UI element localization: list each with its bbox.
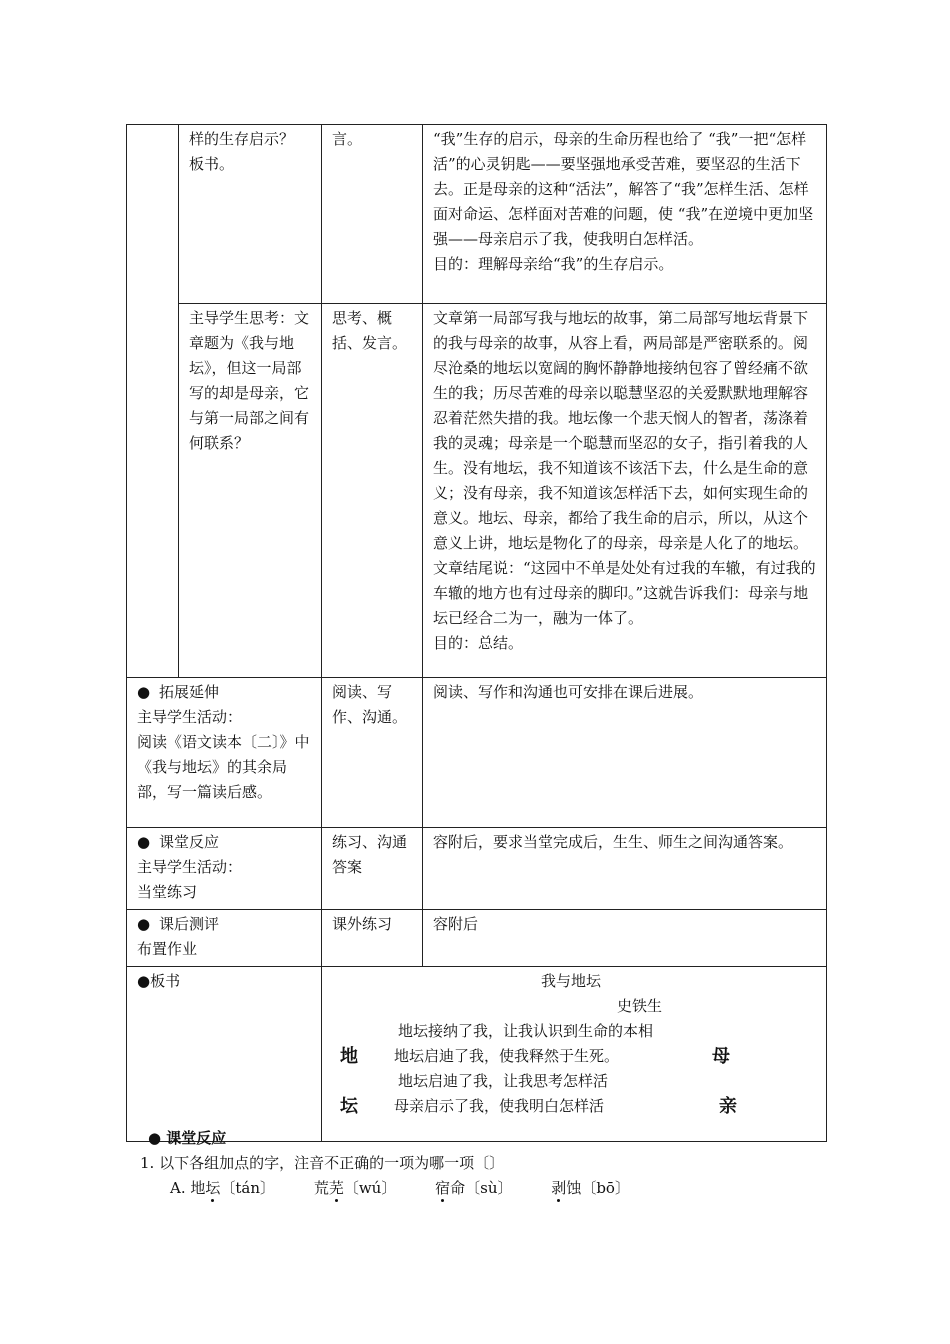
section-title (137, 912, 313, 937)
board-label-cell (127, 967, 322, 1142)
bullet-icon: ● (137, 683, 151, 701)
dotted-char: 宿 (435, 1179, 451, 1197)
content-cell: 阅读、写作和沟通也可安排在课后进展。 (423, 678, 827, 828)
dotted-char: 芜 (328, 1179, 344, 1197)
section-title-text: 课后测评 (159, 915, 220, 933)
board-label: ●板书 (137, 972, 181, 990)
quiz-question: 1. 以下各组加点的字，注音不正确的一项为哪一项〔〕 (140, 1154, 505, 1172)
option-pinyin: 〔wú〕 (343, 1179, 397, 1197)
method-cell: 阅读、写作、沟通。 (322, 678, 423, 828)
option-d (551, 1176, 630, 1201)
dotted-char: 剥 (551, 1179, 567, 1197)
table-row (127, 125, 827, 304)
bullet-icon: ● (137, 833, 151, 851)
table-row (127, 828, 827, 910)
section-title-text: 拓展延伸 (159, 683, 220, 701)
option-pinyin: 〔tán〕 (220, 1179, 276, 1197)
section-cell (127, 910, 322, 967)
activity-cell: 主导学生思考：文章题为《我与地坛》，但这一局部写的却是母亲，它与第一局部之间有何联系？ (179, 304, 322, 678)
content-cell: 文章第一局部写我与地坛的故事，第二局部写地坛背景下的我与母亲的故事，从容上看，两局部是严密联系的。阅尽沧桑的地坛以宽阔的胸怀静静地接纳包容了曾经痛不欲生的我；历尽苦难的母亲以聪慧坚忍的关爱默默地理解容忍着茫然失措的我。地坛像一个悲天悯人的智者，荡涤着我的灵魂；母亲是一个聪慧而坚忍的女子，指引着我的人生。没有地坛，我不知道该不该活下去，什么是生命的意义；没有母亲，我不知道该怎样活下去，如何实现生命的意义。地坛、母亲，都给了我生命的启示，所以，从这个意义上讲，地坛是物化了的母亲，母亲是人化了的地坛。文章结尾说：“这园中不单是处处有过我的车辙，有过我的车辙的地方也有过母亲的脚印。”这就告诉我们：母亲与地坛已经合二为一，融为一体了。 目的：总结。 (423, 304, 827, 678)
section-cell (127, 828, 322, 910)
table-row (127, 967, 827, 1142)
quiz-heading: ● 课堂反应 (148, 1129, 227, 1147)
section-activity: 主导学生活动： 当堂练习 (137, 858, 243, 901)
board-cell (322, 967, 827, 1142)
option-text: A. 地 (170, 1179, 206, 1197)
lesson-plan-table (126, 124, 827, 1142)
blank-cell (127, 125, 179, 678)
option-text: 荒 (313, 1179, 329, 1197)
section-title (137, 830, 313, 855)
bullet-icon: ● (137, 915, 151, 933)
table-row (127, 304, 827, 678)
board-line: 母亲启示了我，使我明白怎样活 (394, 1097, 605, 1115)
content-cell: 容附后 (423, 910, 827, 967)
board-char-left: 坛 (340, 1096, 358, 1117)
section-activity: 布置作业 (137, 940, 198, 958)
board-line: 地坛接纳了我，让我认识到生命的本相 (398, 1022, 654, 1040)
table-row (127, 678, 827, 828)
table-row (127, 910, 827, 967)
content-cell: 容附后，要求当堂完成后，生生、师生之间沟通答案。 (423, 828, 827, 910)
method-cell: 言。 (322, 125, 423, 304)
quiz-options (170, 1176, 848, 1201)
quiz-section (140, 1126, 848, 1201)
content-cell: “我”生存的启示，母亲的生命历程也给了 “我”一把“怎样活”的心灵钥匙——要坚强地承受苦难，要坚忍的生活下去。正是母亲的这种“活法”，解答了“我”怎样生活、怎样面对命运、怎样面对苦难的问题，使 “我”在逆境中更加坚强——母亲启示了我，使我明白怎样活。 目的：理解母亲给“我”的生存启示。 (423, 125, 827, 304)
board-line: 地坛启迪了我，让我思考怎样活 (398, 1072, 609, 1090)
section-title (137, 680, 313, 705)
section-title-text: 课堂反应 (159, 833, 220, 851)
section-cell (127, 678, 322, 828)
option-b (314, 1176, 397, 1201)
option-a (170, 1176, 275, 1201)
board-char-left: 地 (340, 1046, 358, 1067)
board-char-right: 亲 (719, 1096, 737, 1117)
board-author: 史铁生 (617, 997, 663, 1015)
board-line: 地坛启迪了我，使我释然于生死。 (394, 1047, 620, 1065)
option-pinyin: 命〔sù〕 (450, 1179, 513, 1197)
option-c (435, 1176, 512, 1201)
option-pinyin: 蚀〔bō〕 (566, 1179, 630, 1197)
method-cell: 思考、概括、发言。 (322, 304, 423, 678)
method-cell: 课外练习 (322, 910, 423, 967)
activity-cell: 样的生存启示？ 板书。 (179, 125, 322, 304)
board-char-right: 母 (712, 1046, 730, 1067)
section-activity: 主导学生活动： 阅读《语文读本〔二〕》中《我与地坛》的其余局部，写一篇读后感。 (137, 708, 310, 801)
board-title: 我与地坛 (541, 972, 602, 990)
dotted-char: 坛 (205, 1179, 221, 1197)
method-cell: 练习、沟通答案 (322, 828, 423, 910)
